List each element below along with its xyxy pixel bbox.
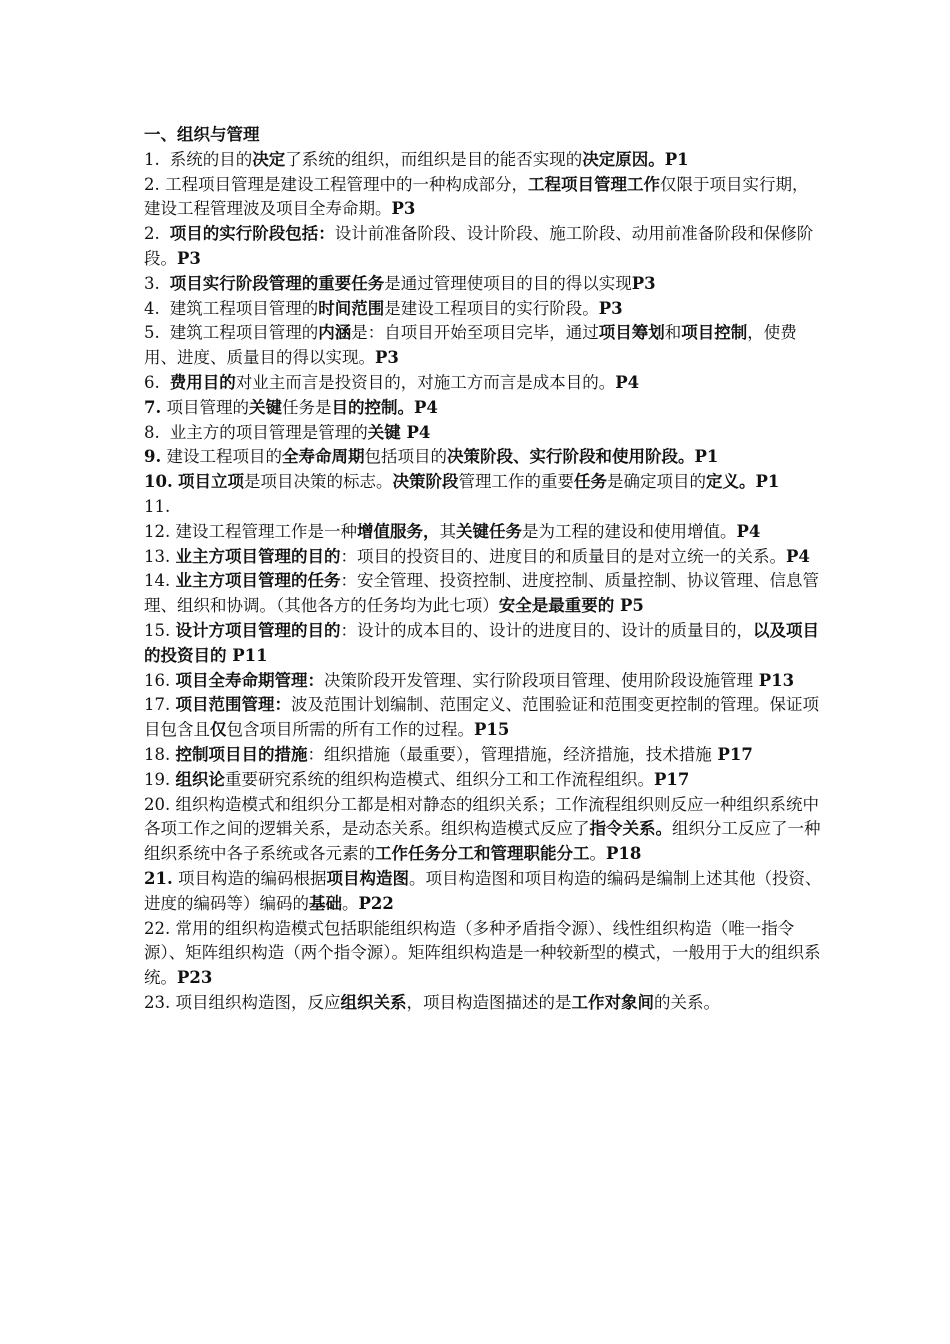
text-run: 波及范围计划编制、范围定义、范围验证和范围变更控制的管理。保证项目包含且 bbox=[144, 695, 819, 740]
bold-text: 21. bbox=[144, 868, 173, 888]
list-item bbox=[144, 297, 824, 322]
list-item bbox=[144, 867, 824, 917]
list-item bbox=[144, 495, 824, 520]
bold-text: 任务 bbox=[573, 472, 607, 492]
bold-text: 工作任务分工和管理职能分工 bbox=[375, 844, 590, 864]
bold-text: P3 bbox=[631, 273, 656, 293]
bold-text: 增值服务， bbox=[357, 521, 440, 541]
bold-text: 组织关系 bbox=[340, 992, 407, 1012]
bold-text: 项目筹划 bbox=[598, 323, 665, 343]
bold-text: P17 bbox=[654, 769, 690, 789]
text-run: 决策阶段开发管理、实行阶段项目管理、使用阶段设施管理 bbox=[324, 670, 753, 690]
text-run: 的关系。 bbox=[654, 992, 720, 1012]
list-item bbox=[144, 421, 824, 446]
bold-text: P13 bbox=[753, 670, 795, 690]
text-run: 23. 项目组织构造图，反应 bbox=[144, 992, 341, 1012]
text-run: 对业主而言是投资目的，对施工方而言是成本目的。 bbox=[235, 372, 616, 392]
text-run: 是项目决策的标志。 bbox=[243, 472, 393, 492]
text-run: ：安全管理、投资控制、进度控制、质量控制、协议管理、信息管理、组织和协调。（其他各方的任务均为此七项） bbox=[144, 571, 819, 616]
list-item bbox=[144, 917, 824, 991]
text-run: 3. bbox=[144, 273, 160, 293]
list-item bbox=[144, 371, 824, 396]
document-body bbox=[144, 123, 824, 1016]
bold-text: P17 bbox=[711, 744, 753, 764]
text-run: 了系统的组织，而组织是目的能否实现的 bbox=[285, 149, 583, 169]
text-run: 是：自项目开始至项目完毕，通过 bbox=[351, 323, 599, 343]
bold-text: 项目全寿命期管理： bbox=[175, 670, 324, 690]
bold-text: P23 bbox=[177, 968, 213, 988]
text-run: 业主方的项目管理是管理的 bbox=[169, 422, 368, 442]
bold-text: 时间范围 bbox=[318, 298, 385, 318]
text-run: ：组织措施（最重要），管理措施，经济措施，技术措施 bbox=[307, 744, 712, 764]
text-run: 12. 建设工程管理工作是一种 bbox=[144, 521, 357, 541]
text-run: 1. bbox=[144, 149, 160, 169]
list-item bbox=[144, 619, 824, 669]
bold-text: P3 bbox=[177, 248, 201, 268]
bold-text: 项目控制 bbox=[681, 323, 748, 343]
bold-text: 定义。P1 bbox=[705, 472, 780, 492]
bold-text: P4 bbox=[736, 521, 761, 541]
bold-text: P15 bbox=[474, 720, 510, 740]
text-run: 设计前准备阶段、设计阶段、施工阶段、动用前准备阶段和保修阶段。 bbox=[144, 224, 814, 268]
bold-text: P3 bbox=[391, 199, 416, 219]
list-item bbox=[144, 470, 824, 495]
bold-text: 费用目的 bbox=[169, 372, 236, 392]
bold-text: 基础 bbox=[309, 893, 342, 913]
bold-text: 项目立项 bbox=[177, 472, 244, 492]
text-run: 。 bbox=[342, 893, 359, 913]
bold-text: P18 bbox=[606, 844, 642, 864]
bold-text: 仅 bbox=[210, 720, 227, 740]
text-run: 管理工作的重要 bbox=[458, 472, 574, 492]
text-run: ：设计的成本目的、设计的进度目的、设计的质量目的， bbox=[340, 620, 753, 640]
bold-text: P4 bbox=[615, 372, 640, 392]
text-run: 20. 组织构造模式和组织分工都是相对静态的组织关系；工作流程组织则反应一种组织系统中各项工作之间的逻辑关系，是动态关系。组织构造模式反应了 bbox=[144, 794, 819, 839]
text-run: 仅限于项目实行期，建设工程管理波及项目全寿命期。 bbox=[144, 174, 809, 219]
list-item bbox=[144, 173, 824, 223]
text-run: 。 bbox=[589, 844, 606, 864]
bold-text: 关键 bbox=[248, 397, 282, 417]
section-heading: 一、组织与管理 bbox=[144, 125, 260, 144]
text-run: 是为工程的建设和使用增值。 bbox=[522, 521, 737, 541]
list-item bbox=[144, 272, 824, 297]
bold-text: 以及项目的投资目的 P11 bbox=[144, 620, 819, 665]
bold-text: 决策阶段 bbox=[392, 472, 459, 492]
bold-text: 安全是最重要的 P5 bbox=[498, 596, 644, 616]
list-item bbox=[144, 445, 824, 470]
text-run: 建设工程项目的 bbox=[161, 447, 282, 467]
text-run: 是确定项目的 bbox=[606, 472, 706, 492]
text-run: 项目管理的 bbox=[161, 397, 249, 417]
list-item bbox=[144, 793, 824, 867]
bold-text: 业主方项目管理的任务 bbox=[175, 571, 341, 591]
text-run: 15. bbox=[144, 620, 176, 640]
bold-text: 工作对象间 bbox=[571, 992, 654, 1012]
bold-text: 9. bbox=[144, 447, 162, 467]
text-run: 13. bbox=[144, 546, 176, 566]
bold-text: 内涵 bbox=[318, 323, 352, 343]
list-item bbox=[144, 520, 824, 545]
text-run: 11. bbox=[144, 496, 171, 516]
text-run: 和 bbox=[664, 323, 682, 343]
text-run: 6. bbox=[144, 372, 160, 392]
list-item bbox=[144, 768, 824, 793]
text-run: 19. bbox=[144, 769, 176, 789]
bold-text: 7. bbox=[144, 397, 162, 417]
list-item bbox=[144, 743, 824, 768]
bold-text: 项目构造图 bbox=[326, 868, 409, 888]
text-run: 16. bbox=[144, 670, 176, 690]
text-run: 18. bbox=[144, 744, 176, 764]
text-run: 包含项目所需的所有工作的过程。 bbox=[226, 720, 474, 740]
bold-text: 组织论 bbox=[175, 769, 225, 789]
text-run: 。项目构造图和项目构造的编码是编制上述其他（投资、进度的编码等）编码的 bbox=[144, 868, 822, 913]
text-run: 是通过管理使项目的目的得以实现 bbox=[384, 273, 632, 293]
bold-text: 10. bbox=[144, 472, 173, 492]
bold-text: 指令关系。 bbox=[589, 819, 672, 839]
text-run: 重要研究系统的组织构造模式、组织分工和工作流程组织。 bbox=[225, 769, 654, 789]
text-run: 5. bbox=[144, 323, 160, 343]
list-item bbox=[144, 991, 824, 1016]
text-run: 8. bbox=[144, 422, 160, 442]
text-run: ，使费用、进度、质量目的得以实现。 bbox=[144, 323, 797, 368]
bold-text: 设计方项目管理的目的 bbox=[175, 620, 341, 640]
bold-text: 决定 bbox=[252, 149, 286, 169]
bold-text: 项目范围管理： bbox=[175, 695, 291, 715]
text-run: 22. 常用的组织构造模式包括职能组织构造（多种矛盾指令源）、线性组织构造（唯一指令源）、矩阵组织构造（两个指令源）。矩阵组织构造是一种较新型的模式，一般用于大的组织系统。 bbox=[144, 918, 821, 988]
bold-text: 决定原因。P1 bbox=[582, 149, 689, 169]
text-run: 14. bbox=[144, 571, 176, 591]
bold-text: P4 bbox=[786, 546, 810, 566]
text-run: 2. 工程项目管理是建设工程管理中的一种构成部分， bbox=[144, 174, 528, 194]
bold-text: P22 bbox=[358, 893, 394, 913]
text-run: 2. bbox=[144, 224, 160, 244]
bold-text: 项目实行阶段管理的重要任务 bbox=[169, 273, 385, 293]
text-run: 是建设工程项目的实行阶段。 bbox=[384, 298, 599, 318]
list-item bbox=[144, 693, 824, 743]
bold-text: 关键 P4 bbox=[367, 422, 431, 442]
list-item bbox=[144, 669, 824, 694]
text-run: ：项目的投资目的、进度目的和质量目的是对立统一的关系。 bbox=[340, 546, 786, 566]
text-run: ，项目构造图描述的是 bbox=[406, 992, 572, 1012]
bold-text: 全寿命周期 bbox=[281, 447, 365, 467]
bold-text: 控制项目目的措施 bbox=[175, 744, 308, 764]
list-item bbox=[144, 569, 824, 619]
bold-text: 决策阶段、实行阶段和使用阶段。P1 bbox=[446, 447, 719, 467]
bold-text: 目的控制。P4 bbox=[331, 397, 438, 417]
text-run: 系统的目的 bbox=[169, 149, 253, 169]
text-run: 17. bbox=[144, 695, 176, 715]
list-item bbox=[144, 321, 824, 371]
bold-text: 项目的实行阶段包括： bbox=[169, 224, 335, 244]
bold-text: P3 bbox=[375, 348, 399, 368]
text-run: 建筑工程项目管理的 bbox=[169, 298, 319, 318]
list-item bbox=[144, 396, 824, 421]
item-list bbox=[144, 148, 824, 1016]
bold-text: 工程项目管理工作 bbox=[528, 174, 660, 194]
list-item bbox=[144, 148, 824, 173]
text-run: 项目构造的编码根据 bbox=[172, 868, 327, 888]
bold-text: 业主方项目管理的目的 bbox=[175, 546, 341, 566]
text-run: 4. bbox=[144, 298, 160, 318]
text-run: 组织分工反应了一种组织系统中各子系统或各元素的 bbox=[144, 819, 821, 864]
list-item bbox=[144, 545, 824, 570]
list-item bbox=[144, 222, 824, 272]
bold-text: P3 bbox=[598, 298, 623, 318]
text-run: 建筑工程项目管理的 bbox=[169, 323, 319, 343]
text-run: 任务是 bbox=[281, 397, 332, 417]
text-run: 其 bbox=[439, 521, 456, 541]
text-run: 包括项目的 bbox=[364, 447, 447, 467]
bold-text: 关键任务 bbox=[456, 521, 522, 541]
